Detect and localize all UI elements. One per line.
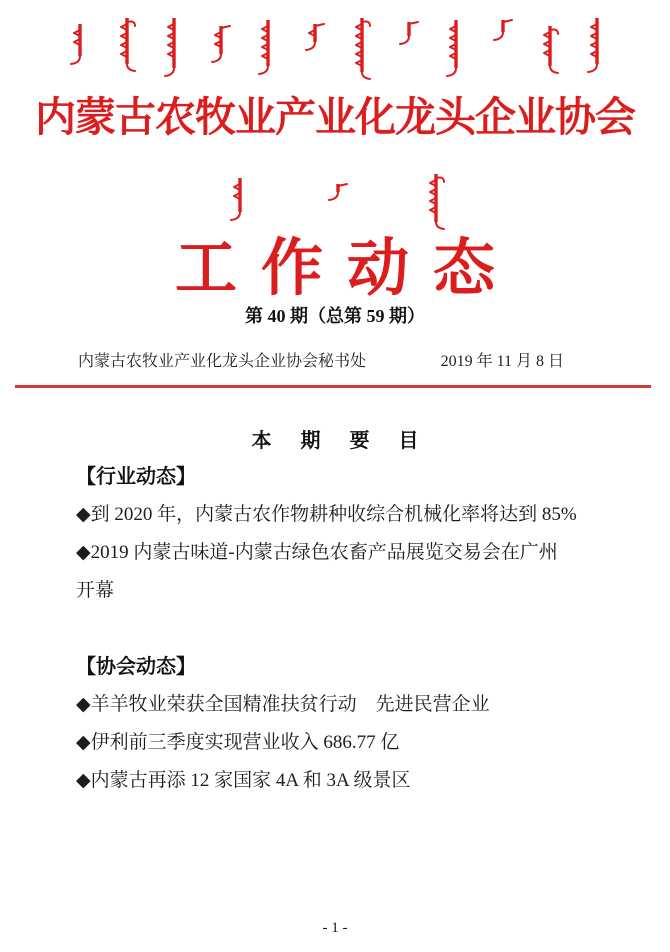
mongolian-script-row-icon [346, 14, 372, 90]
toc-section-0 [76, 458, 634, 610]
mongolian-script-row-icon [299, 20, 325, 60]
mongolian-script-row-icon [393, 18, 419, 54]
toc-section-1 [76, 648, 634, 800]
publish-date: 2019 年 11 月 8 日 [440, 353, 564, 370]
mongolian-script-row-icon [581, 14, 607, 82]
mongolian-script-row-icon [440, 16, 466, 86]
mongolian-script-row-icon [158, 14, 184, 86]
publisher-name: 内蒙古农牧业产业化龙头企业协会秘书处 [78, 353, 367, 370]
mongolian-script-row-icon [534, 22, 560, 84]
mongolian-script-top-banner [0, 14, 670, 90]
toc-item-line: ◆到 2020 年，内蒙古农作物耕种收综合机械化率将达到 85% [76, 504, 577, 525]
red-divider-rule [15, 385, 651, 388]
toc-section-heading: 【行业动态】 [76, 466, 196, 488]
page-number: - 1 - [322, 920, 348, 936]
bulletin-title: 工作动态 [174, 235, 519, 303]
mongolian-script-row-icon [252, 16, 278, 84]
issue-number-line: 第 40 期（总第 59 期） [245, 306, 425, 326]
toc-title: 本 期 要 目 [251, 430, 431, 452]
toc-body [76, 458, 634, 800]
toc-item-line: ◆伊利前三季度实现营业收入 686.77 亿 [76, 732, 400, 753]
toc-item-line: 开幕 [76, 580, 115, 601]
toc-section-heading: 【协会动态】 [76, 656, 196, 678]
association-name-title: 内蒙古农牧业产业化龙头企业协会 [35, 94, 635, 140]
toc-item-line: ◆2019 内蒙古味道-内蒙古绿色农畜产品展览交易会在广州 [76, 542, 558, 563]
mongolian-script-row-icon [322, 180, 348, 210]
mongolian-script-row-icon [64, 20, 90, 74]
mongolian-script-row-icon [205, 22, 231, 72]
mongolian-script-row-icon [487, 16, 513, 50]
toc-item-line: ◆羊羊牧业荣获全国精准扶贫行动 先进民营企业 [76, 694, 490, 715]
mongolian-script-row-icon [111, 14, 137, 82]
publisher-row [78, 348, 564, 371]
toc-item-line: ◆内蒙古再添 12 家国家 4A 和 3A 级景区 [76, 770, 411, 791]
